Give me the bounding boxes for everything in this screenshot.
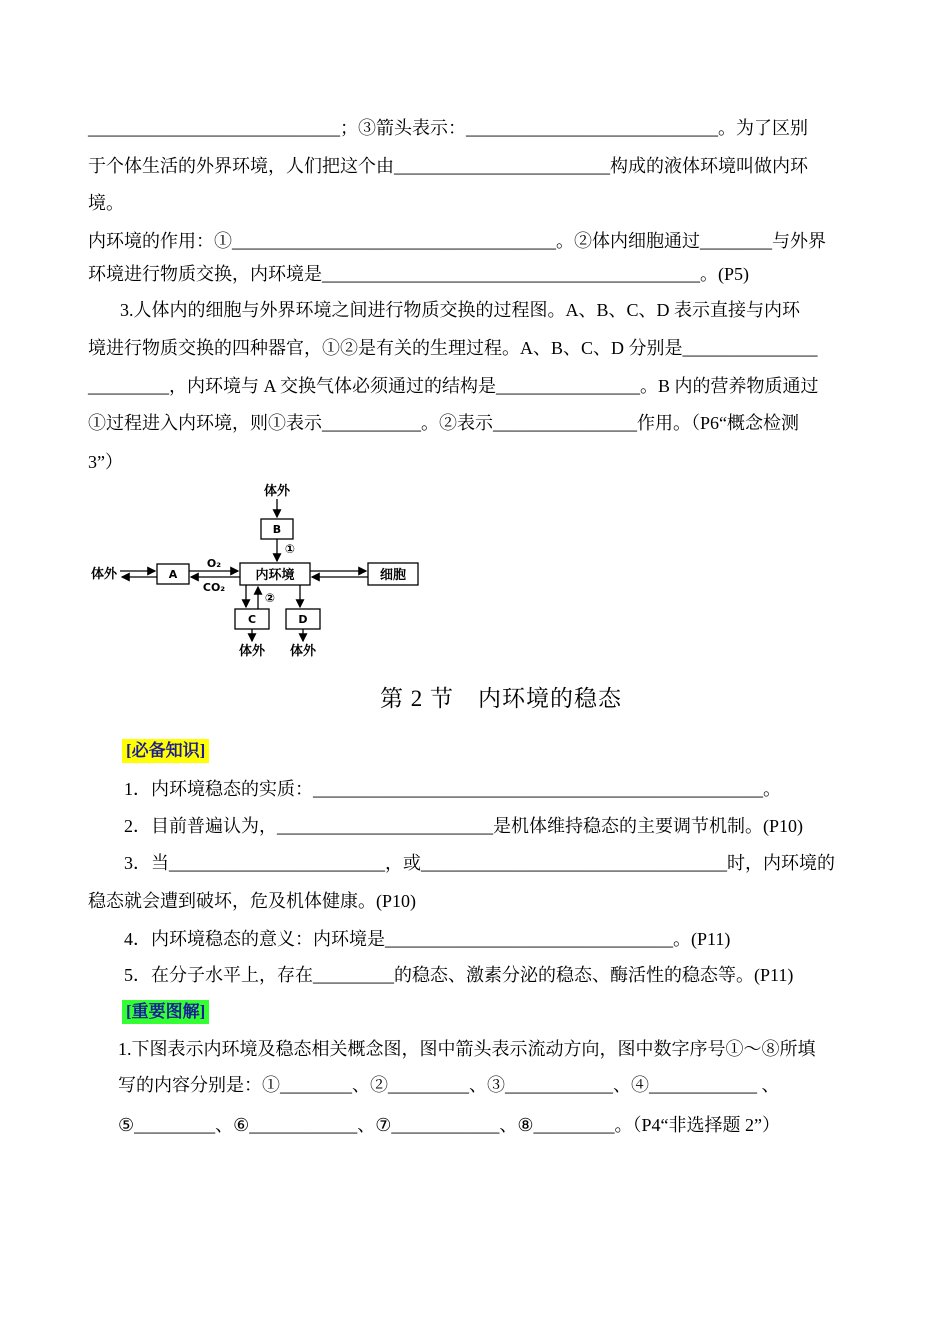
text-line: 内环境的作用：①____________________________________。②体内细胞通过________与外界 — [88, 231, 826, 251]
text-line: ⑤_________、⑥____________、⑦____________、⑧_________。（P4“非选择题 2”） — [118, 1115, 781, 1135]
text-line: 境。 — [88, 193, 124, 213]
label-outside: 体外 — [263, 484, 291, 499]
knowledge-item: 1．内环境稳态的实质：__________________________________________________。 — [124, 779, 781, 799]
label-o2: O₂ — [206, 557, 222, 570]
label-cell: 细胞 — [379, 568, 407, 583]
label-process-1: ① — [284, 542, 296, 556]
question-3: 3.人体内的细胞与外界环境之间进行物质交换的过程图。A、B、C、D 表示直接与内环 — [120, 300, 801, 320]
exchange-diagram — [84, 482, 424, 662]
label-outside: 体外 — [90, 567, 118, 582]
label-internal-env: 内环境 — [255, 568, 295, 583]
knowledge-item: 5．在分子水平上，存在_________的稳态、激素分泌的稳态、酶活性的稳态等。(P11) — [124, 965, 794, 985]
text-line: 写的内容分别是：①________、②_________、③____________、④____________ 、 — [118, 1075, 780, 1095]
label-outside: 体外 — [289, 644, 317, 659]
tag-key-diagram: [重要图解] — [122, 1000, 209, 1024]
text-line: 环境进行物质交换，内环境是__________________________________________。(P5) — [88, 264, 749, 284]
label-D: D — [298, 613, 308, 626]
knowledge-item: 2．目前普遍认为，________________________是机体维持稳态的主要调节机制。(P10) — [124, 816, 803, 836]
text-line: ____________________________；③箭头表示：____________________________。为了区别 — [88, 118, 808, 138]
diagram-question: 1.下图表示内环境及稳态相关概念图，图中箭头表示流动方向，图中数字序号①～⑧所填 — [118, 1039, 816, 1059]
text-line: ①过程进入内环境，则①表示___________。②表示________________作用。（P6“概念检测 — [88, 413, 799, 433]
section-title: 第 2 节 内环境的稳态 — [380, 686, 622, 711]
label-A: A — [168, 568, 178, 581]
knowledge-item: 4．内环境稳态的意义：内环境是________________________________。(P11) — [124, 929, 731, 949]
text-line: 3”） — [88, 452, 123, 472]
text-line: 稳态就会遭到破坏，危及机体健康。(P10) — [88, 891, 416, 911]
text-line: 境进行物质交换的四种器官，①②是有关的生理过程。A、B、C、D 分别是_______________ — [88, 338, 818, 358]
text-line: _________，内环境与 A 交换气体必须通过的结构是________________。B 内的营养物质通过 — [88, 376, 819, 396]
knowledge-item: 3．当________________________，或__________________________________时，内环境的 — [124, 853, 835, 873]
tag-essential-knowledge: [必备知识] — [122, 739, 209, 763]
text-line: 于个体生活的外界环境，人们把这个由________________________构成的液体环境叫做内环 — [88, 156, 808, 176]
label-co2: CO₂ — [202, 581, 226, 594]
label-process-2: ② — [264, 591, 276, 605]
label-outside: 体外 — [238, 644, 266, 659]
label-C: C — [247, 613, 257, 626]
label-B: B — [272, 523, 282, 536]
